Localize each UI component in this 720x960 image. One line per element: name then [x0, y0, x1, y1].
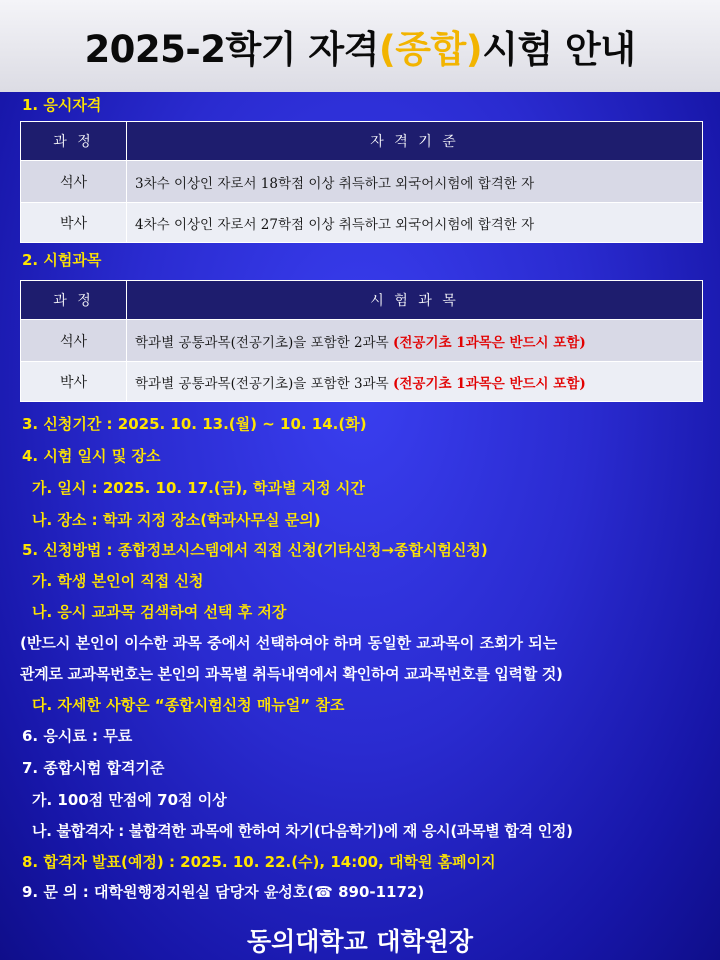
subjects-text: 학과별 공통과목(전공기초)을 포함한 3과목 — [135, 375, 393, 392]
exam-fee: 6. 응시료 : 무료 — [22, 727, 133, 745]
method-step-a: 가. 학생 본인이 직접 신청 — [32, 572, 204, 590]
method-note-line1: (반드시 본인이 이수한 과목 중에서 선택하여야 하며 동일한 교과목이 조회가 되는 — [20, 634, 558, 652]
pass-criteria-heading: 7. 종합시험 합격기준 — [22, 759, 165, 777]
column-header-course: 과 정 — [21, 122, 127, 161]
subjects-cell — [127, 362, 703, 402]
issuer-signature: 동의대학교 대학원장 — [246, 927, 474, 956]
subjects-text: 학과별 공통과목(전공기초)을 포함한 2과목 — [135, 334, 393, 351]
course-cell: 석사 — [21, 320, 127, 362]
result-announcement: 8. 합격자 발표(예정) : 2025. 10. 22.(수), 14:00, 대학원 홈페이지 — [22, 853, 496, 871]
subjects-table — [20, 280, 703, 402]
eligibility-table — [20, 121, 703, 243]
table-header-row — [21, 281, 703, 320]
pass-score: 가. 100점 만점에 70점 이상 — [32, 791, 227, 809]
title-post: 시험 안내 — [482, 28, 636, 71]
subjects-cell — [127, 320, 703, 362]
exam-schedule-heading: 4. 시험 일시 및 장소 — [22, 447, 161, 465]
subjects-note: (전공기초 1과목은 반드시 포함) — [392, 334, 586, 351]
criteria-cell: 3차수 이상인 자로서 18학점 이상 취득하고 외국어시험에 합격한 자 — [127, 161, 703, 203]
course-cell: 박사 — [21, 362, 127, 402]
exam-datetime: 가. 일시 : 2025. 10. 17.(금), 학과별 지정 시간 — [32, 479, 365, 497]
table-row — [21, 203, 703, 243]
course-cell: 석사 — [21, 161, 127, 203]
method-step-c: 다. 자세한 사항은 “종합시험신청 매뉴얼” 참조 — [32, 696, 345, 714]
section-eligibility-heading: 1. 응시자격 — [22, 96, 102, 114]
table-row — [21, 320, 703, 362]
criteria-cell: 4차수 이상인 자로서 27학점 이상 취득하고 외국어시험에 합격한 자 — [127, 203, 703, 243]
column-header-criteria: 자 격 기 준 — [127, 122, 703, 161]
table-header-row — [21, 122, 703, 161]
table-row — [21, 362, 703, 402]
subjects-note: (전공기초 1과목은 반드시 포함) — [392, 375, 586, 392]
course-cell: 박사 — [21, 203, 127, 243]
page-title — [84, 19, 635, 73]
fail-retake-rule: 나. 불합격자 : 불합격한 과목에 한하여 차기(다음학기)에 재 응시(과목별 합격 인정) — [32, 822, 573, 840]
method-step-b: 나. 응시 교과목 검색하여 선택 후 저장 — [32, 603, 287, 621]
column-header-course: 과 정 — [21, 281, 127, 320]
title-pre: 2025-2학기 자격 — [84, 28, 379, 71]
table-row — [21, 161, 703, 203]
title-highlight: (종합) — [378, 28, 483, 71]
application-method: 5. 신청방법 : 종합정보시스템에서 직접 신청(기타신청→종합시험신청) — [22, 541, 488, 559]
application-period: 3. 신청기간 : 2025. 10. 13.(월) ~ 10. 14.(화) — [22, 415, 367, 433]
method-note-line2: 관계로 교과목번호는 본인의 과목별 취득내역에서 확인하여 교과목번호를 입력할 것) — [20, 665, 563, 683]
column-header-subjects: 시 험 과 목 — [127, 281, 703, 320]
contact-info: 9. 문 의 : 대학원행정지원실 담당자 윤성호(☎ 890-1172) — [22, 883, 425, 901]
title-bar — [0, 0, 720, 92]
exam-location: 나. 장소 : 학과 지정 장소(학과사무실 문의) — [32, 511, 321, 529]
section-subjects-heading: 2. 시험과목 — [22, 251, 102, 269]
